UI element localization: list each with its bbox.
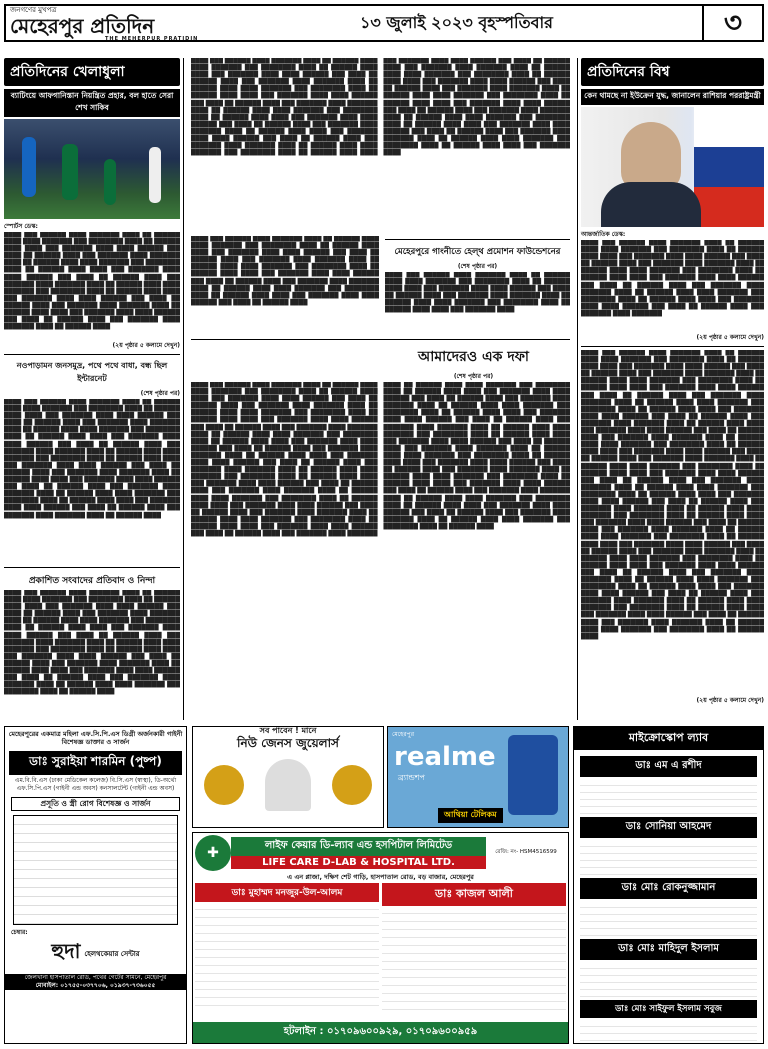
world-body-2: ████ ███ ██████ ████ ███████ ████ ██ ██████ ████ ████ ███████ ███ ████████ ████ ██ ██████ ████ ████ ███ ███████ ████ ████ ██████ ███ ████ ██ ██████ ████ ███ ███████ ████ ███████ ████ ██ ██████ ████ ████ ███████ ███ ████████ ████ ██ ██████ ████ ████ ███ ███████ ████ ████ ██████ ███ ████ ██ ██████ ████ ███ ███████ ████ ███████ ████ ██ ██████ ████ ████ ███████ ███ ████████ ████ ██ ██████ ████ ████ ███ ███████ ████ ████ ██████ ███ ████ ██ ██████ ████ ███ ███████ ████ ███████ ████ ██ ██████ ████ ████ ███ ███████ ████ ████ ██████ ███ ████ ██ ██████ ████ ███ ███████ ████ ███████ ████ ██ ██████ ████ ████ ███████ ███ ████████ ████ ██ ██████ ████ ████ ███ ███████ ████ ████ ██████ ███ ████ ██ ██████ ████ ███ ███████ ████ ███████ ████ ██ ██████ ████ ████ ███████ ███ ████████ ████ ██ ██████ ████ ████ ███ ███████ ████ ████ ██████ ███ ████ ██ ██████ ████ ███ ███████ ████ ███████ ████ ██ ██████ ████ ████ ███████ ███ ████████ ████ ██ ██████ ████ ████ ███ ███████ ████ ████ ██████ ███ ████ ██ ██████ ████ ███ ███████ ████ ███████ ████ ██ ██████ ████ ████ ███████ ███ ████████ ████ ██ ██████ ████ ████ ███ ███████ ████ ████ ██████ ███ ████ ██ ██████ ████ ███ ███████ ████ ███████ ████ ██ ██████ ████ ████ ███████ ███ ████████ ████ ██ ██████ ████ ████ ███ ███████ ████ ████ ██████ ███ ████ ██ ██████ ████ ███ ███████ ████ ███████ ████ ██ ██████ ████ ████ ███████ ███ ████████ ████ ██ ██████ ████ ████ ███ ███████ ████ ████ ██████ ███ ████ ██ ██████ ████ ███ ███████ ████ ███████ ████ ██ ██████ ████ ████ ███████ ███ ████████ ████ ██ ██████ ████ ████ ███ ███████ ████ ████ ██████ ███ ████ ██ ██████ ████ ███ ███████ ████ ███████ ████ ██ ██████ ████ ████ ███████ ███ ████████ ████ ██ ██████ ████ ████ ███ ███████ ████ ████ ██████ ███ ████ ██ ██████ ████ ███ ███████ ████ ███████ ████ ██ ██████ ████ ████ ███████ ███ ████████ ████ ██ ██████ ████ (581, 350, 764, 640)
lifecare-reg: রেজি: নং- HSM4516599 (495, 849, 557, 855)
one-point-headline: আমাদেরও এক দফা (418, 349, 529, 365)
ad-realme (387, 726, 569, 828)
diagnostic-doctors (574, 756, 763, 1044)
masthead-name: মেহেরপুর প্রতিদিন (10, 14, 155, 38)
ad-realme-city: মেহেরপুর (392, 731, 415, 738)
world-continue: (২য় পৃষ্ঠার ৫ কলামে দেখুন) (696, 334, 764, 341)
ad-dr-suraiya (4, 726, 187, 1044)
ad-suraiya-mobile: মোবাইল: ০১৭৫৫-০৩৭৭০৬, ০১৯৩৭-৭৩৬০৫৫ (5, 982, 186, 990)
ad-suraiya-name: ডাঃ সুরাইয়া শারমিন (পুষ্প) (9, 751, 182, 775)
lifecare-name-bn: লাইফ কেয়ার ডি-ল্যাব এন্ড হসপিটাল লিমিটেড (231, 837, 486, 856)
ad-suraiya-clinic-name: হুদা (51, 939, 81, 963)
ad-lifecare (192, 832, 569, 1044)
ad-suraiya-clinic (5, 937, 186, 970)
world-body: ████ ███ ██████ ████ ███████ ████ ██ ██████ ████ ████ ███████ ███ ████████ ████ ██ ██████ ████ ████ ███ ███████ ████ ████ ██████ ███ ████ ██ ██████ ████ ███ ███████ ████ ███████ ████ ██ ██████ ████ ████ ███████ ███ ████████ ████ ██ ██████ ████ ████ ███ ███████ ████ ████ ██████ ███ ████ ██ ██████ ████ ███ ███████ ████ ███████ ████ ██ ██████ ████ ████ ███████ ███ ████████ ████ ██ ██████ ████ ████ ███ ███████ ████ ████ ██████ ███ ████ ██ ██████ ████ ███ ███████ ████ ███████ (581, 240, 764, 317)
sports-body: ████ ███ ██████ ████ ███████ ████ ██ ██████ ████ ████ ███████ ███ ████████ ████ ██ ██████ ████ ████ ███ ███████ ████ ████ ██████ ███ ████ ██ ██████ ████ ███ ███████ ████ ███████ ████ ██ ██████ ████ ████ ███████ ███ ████████ ████ ██ ██████ ████ ████ ███ ███████ ████ ████ ██████ ███ ████ ██ ██████ ████ ███ ███████ ████ ███████ ████ ██ ██████ ████ ████ ███████ ███ ████████ ████ ██ ██████ ████ ████ ███ ███████ ████ ████ ██████ ███ ████ ██ ██████ ████ ███ ███████ ████ ███████ ████ ██ ██████ ████ ████ ███ ███████ ████ ████ ██████ ███ ████ ██ ██████ ████ ███ ███████ ████ ███████ ████ ██ ██████ ████ (4, 232, 180, 331)
middle-column (188, 58, 573, 720)
middle-body-left: ████ ███ ██████ ████ ███████ ████ ██ ██████ ████ ████ ███████ ███ ████████ ████ ██ ██████ ████ ████ ███ ███████ ████ ████ ██████ ███ ████ ██ ██████ ████ ███ ███████ ████ ███████ ████ ██ ██████ ████ ████ ███████ ███ ████████ ████ ██ ██████ ████ ████ ███ ███████ ████ ████ ██████ ███ ████ ██ ██████ ████ ███ ███████ ████ ███████ ████ ██ ██████ ████ ████ ███████ ███ ████████ ████ ██ ██████ ████ ████ ███ ███████ ████ ████ ██████ ███ ████ ██ ██████ ████ (191, 236, 379, 306)
ad-suraiya-services (13, 815, 178, 925)
ad-suraiya-fcps: এফ.সি.পি.এস (গাইনী এন্ড অবস) কনসালটেন্ট (গাইনী এন্ড অবস) (16, 785, 175, 792)
story2-body: ████ ███ ██████ ████ ███████ ████ ██ ██████ ████ ████ ███████ ███ ████████ ████ ██ ██████ ████ ████ ███ ███████ ████ ████ ██████ ███ ████ ██ ██████ ████ ███ ███████ ████ ███████ ████ ██ ██████ ████ ████ ███████ ███ ████████ ████ ██ ██████ ████ ████ ███ ███████ ████ ████ ██████ ███ ████ ██ ██████ ████ ███ ███████ ████ ███████ ████ ██ ██████ ████ ████ ███████ ███ ████████ ████ ██ ██████ ████ ████ ███ ███████ ████ ████ ██████ ███ ████ ██ ██████ ████ ███ ███████ ████ ███████ ████ ██ ██████ ████ ████ ███ ███████ ████ ████ ██████ ███ ████ ██ ██████ ████ ███ ███████ ████ ███████ ████ ██ ██████ ████ ████ ███████ ███ ████████ ████ ██ ██████ ████ ████ ███ ███████ ████ ████ ██████ ███ ████ ██ ██████ ████ ███ ███████ ████ ███████ ████ ██ ██████ ████ (4, 399, 180, 519)
health-promotion-headline: মেহেরপুরে গাংনীতে হেল্থ প্রমোশন ফাউন্ডেশনের (394, 247, 561, 257)
world-photo (581, 107, 764, 227)
diagnostic-name: মাইক্রোস্কোপ ল্যাব (574, 727, 763, 750)
sports-headline: ব্যাটিংয়ে আফগানিস্তান নিয়ন্ত্রিত প্রহার, বল হাতে সেরা শেখ সাকিব (4, 89, 180, 117)
ad-jewellers (192, 726, 384, 828)
section-title-world: প্রতিদিনের বিশ্ব (581, 58, 764, 86)
lifecare-doctor1: ডাঃ মুহাম্মদ মনজুর-উল-আলম (195, 883, 379, 902)
russia-flag (694, 107, 764, 227)
ad-suraiya-chamber: চেম্বার: (11, 929, 28, 936)
diagnostic-doctor-1: ডাঃ এম এ রশীদ (580, 756, 757, 777)
issue-date: ১৩ জুলাই ২০২৩ বৃহস্পতিবার (360, 12, 553, 32)
ad-suraiya-clinic-sub: হেলথকেয়ার সেন্টার (84, 949, 140, 958)
masthead-subname: THE MEHERPUR PRATIDIN (105, 36, 199, 42)
ad-diagnostic (573, 726, 764, 1044)
masthead-logo (6, 4, 211, 42)
diagnostic-doctor-5: ডাঃ মোঃ সাইফুল ইসলাম সবুজ (580, 1000, 757, 1018)
ad-realme-sub: ব্র্যান্ডশপ (398, 773, 425, 782)
ad-suraiya-specialty: প্রসূতি ও স্ত্রী রোগ বিশেষজ্ঞ ও সার্জন (11, 797, 180, 811)
diagnostic-doctor-3: ডাঃ মোঃ রোকনুজ্জামান (580, 878, 757, 899)
lifecare-hotline: হটলাইন : ০১৭০৯৬০০৯২৯, ০১৭০৯৬০০৯৫৯ (193, 1022, 568, 1043)
section-title-sports: প্রতিদিনের খেলাধুলা (4, 58, 180, 86)
story3-body: ████ ███ ██████ ████ ███████ ████ ██ ██████ ████ ████ ███████ ███ ████████ ████ ██ ██████ ████ ████ ███ ███████ ████ ████ ██████ ███ ████ ██ ██████ ████ ███ ███████ ████ ███████ ████ ██ ██████ ████ ████ ███████ ███ ████████ ████ ██ ██████ ████ ████ ███ ███████ ████ ████ ██████ ███ ████ ██ ██████ ████ ███ ███████ ████ ███████ ████ ██ ██████ ████ ████ ███████ ███ ████████ ████ ██ ██████ ████ ████ ███ ███████ ████ ████ ██████ ███ ████ ██ ██████ ████ ███ ███████ ████ ███████ ████ ██ ██████ ████ ████ ███ ███████ ████ ████ ██████ ███ ████ ██ ██████ ████ ███ ███████ ████ ███████ ████ ██ ██████ ████ ████ ███████ ███ ████████ ████ ██ ██████ ████ (4, 590, 180, 696)
world-headline: কেন থামছে না ইউক্রেন যুদ্ধ, জানালেন রাশিয়ার পররাষ্ট্রমন্ত্রী (581, 89, 764, 105)
middle-body-top: ████ ███ ██████ ████ ███████ ████ ██ ██████ ████ ████ ███████ ███ ████████ ████ ██ ██████ ████ ████ ███ ███████ ████ ████ ██████ ███ ████ ██ ██████ ████ ███ ███████ ████ ███████ ████ ██ ██████ ████ ████ ███████ ███ ████████ ████ ██ ██████ ████ ████ ███ ███████ ████ ████ ██████ ███ ████ ██ ██████ ████ ███ ███████ ████ ███████ ████ ██ ██████ ████ ████ ███████ ███ ████████ ████ ██ ██████ ████ ████ ███ ███████ ████ ████ ██████ ███ ████ ██ ██████ ████ ███ ███████ ████ ███████ ████ ██ ██████ ████ ████ ███ ███████ ████ ████ ██████ ███ ████ ██ ██████ ████ ███ ███████ ████ ███████ ████ ██ ██████ ████ ████ ███████ ███ ████████ ████ ██ ██████ ████ ████ ███ ███████ ████ ████ ██████ ███ ████ ██ ██████ ████ ███ ███████ ████ ███████ ████ ██ ██████ ████ ████ ███████ ███ ████████ ████ ██ ██████ ████ ████ ███ ███████ ████ ████ ██████ ███ ████ ██ ██████ ████ ███ ███████ ████ ███████ ████ ██ ██████ ████ ████ ███████ ███ ████████ ████ ██ ██████ ████ ████ ███ ███████ ████ ████ ██████ ███ ████ ██ ██████ ████ ███ ███████ ████ ███████ ████ ██ ██████ ████ ████ ███████ ███ ████████ ████ ██ ██████ ████ ████ ███ ███████ ████ ████ ██████ ███ ████ ██ ██████ ████ ███ ███████ ████ ███████ ████ ██ ██████ ████ ████ ███████ ███ ████████ ████ ██ ██████ ████ ████ ███ ███████ ████ (191, 58, 570, 157)
lifecare-address: এ এন প্লাজা, দক্ষিণ শেট গাড়ি, হাসপাতাল রোড, বড় বাজার, মেহেরপুর (287, 873, 474, 881)
ad-suraiya-degrees: এম.বি.বি.এস (ঢাকা মেডিকেল কলেজ) বি.সি.এস (স্বাস্থ্য), ডি-অর্থো (14, 777, 177, 784)
story2-byline: (শেষ পৃষ্ঠার পর) (140, 390, 180, 397)
page-number: ৩ (702, 6, 762, 40)
sports-continue: (২য় পৃষ্ঠার ৫ কলামে দেখুন) (112, 342, 180, 349)
sports-byline: স্পোর্টস ডেস্ক: (4, 223, 38, 230)
right-column (577, 58, 764, 720)
middle-body-bottom: ████ ███ ██████ ████ ███████ ████ ██ ██████ ████ ████ ███████ ███ ████████ ████ ██ ██████ ████ ████ ███ ███████ ████ ████ ██████ ███ ████ ██ ██████ ████ ███ ███████ ████ ███████ ████ ██ ██████ ████ ████ ███████ ███ ████████ ████ ██ ██████ ████ ████ ███ ███████ ████ ████ ██████ ███ ████ ██ ██████ ████ ███ ███████ ████ ███████ ████ ██ ██████ ████ ████ ███████ ███ ████████ ████ ██ ██████ ████ ████ ███ ███████ ████ ████ ██████ ███ ████ ██ ██████ ████ ███ ███████ ████ ███████ ████ ██ ██████ ████ ████ ███ ███████ ████ ████ ██████ ███ ████ ██ ██████ ████ ███ ███████ ████ ███████ ████ ██ ██████ ████ ████ ███████ ███ ████████ ████ ██ ██████ ████ ████ ███ ███████ ████ ████ ██████ ███ ████ ██ ██████ ████ ███ ███████ ████ ███████ ████ ██ ██████ ████ ████ ███████ ███ ████████ ████ ██ ██████ ████ ████ ███ ███████ ████ ████ ██████ ███ ████ ██ ██████ ████ ███ ███████ ████ ███████ ████ ██ ██████ ████ ████ ███████ ███ ████████ ████ ██ ██████ ████ ████ ███ ███████ ████ ████ ██████ ███ ████ ██ ██████ ████ ███ ███████ ████ ███████ ████ ██ ██████ ████ ████ ███████ ███ ████████ ████ ██ ██████ ████ ████ ███ ███████ ████ ████ ██████ ███ ████ ██ ██████ ████ ███ ███████ ████ ███████ ████ ██ ██████ ████ ████ ███████ ███ ████████ ████ ██ ██████ ████ ████ ███ ███████ ████ ████ ██████ ███ ████ ██ ██████ ████ ███ ███████ ████ ███████ ████ ██ ██████ ████ ████ ███████ ███ ████████ ████ ██ ██████ ████ ████ ███ ███████ ████ ████ ██████ ███ ████ ██ ██████ ████ ███ ███████ ████ ███████ ████ ██ ██████ ████ ████ ███████ ███ ████████ ████ ██ ██████ ████ ████ ███ ███████ ████ ████ ██████ ███ ████ ██ ██████ ████ ███ ███████ ████ ███████ ████ ██ ██████ ████ ████ ███████ ███ ████████ ████ ██ ██████ ████ ████ ███ ███████ ████ ████ ██████ ███ ████ ██ ██████ ████ ███ ███████ ████ ███████ ████ ██ ██████ ████ ████ ███████ ███ ████████ ████ ██ ██████ ████ ████ ███ ███████ ████ ████ ██████ ███ ████ ██ ██████ ████ ███ ███████ ████ ███████ ████ ██ ██████ ████ ████ ███████ ███ ████████ ████ ██ ██████ ████ (191, 382, 570, 537)
lifecare-name-en: LIFE CARE D-LAB & HOSPITAL LTD. (231, 856, 486, 869)
ad-suraiya-top: মেহেরপুরের একমাত্র মহিলা এফ.সি.পি.এস ডিগ্রী অর্জনকারী গাইনী বিশেষজ্ঞ ডাক্তার ও সার্জন (8, 730, 183, 746)
lifecare-logo-icon: ✚ (195, 835, 231, 871)
ad-realme-brand: realme (394, 742, 496, 772)
masthead (4, 4, 764, 42)
masthead-tagline: জনগণের মুখপত্র (10, 6, 57, 14)
story2-headline: নওপাড়ামন জনসমুদ্র, পথে পথে বাধা, বন্ধ ছিল ইন্টারনেট (16, 361, 168, 383)
story3-headline: প্রকাশিত সংবাদের প্রতিবাদ ও নিন্দা (28, 576, 156, 586)
one-point-byline: (শেষ পৃষ্ঠার পর) (453, 373, 494, 380)
lifecare-doctor2: ডাঃ কাজল আলী (382, 883, 566, 906)
phone-icon (508, 735, 558, 815)
ad-jewellers-name: নিউ জেনস জুয়েলার্স (237, 736, 339, 750)
health-promotion-byline: (শেষ পৃষ্ঠার পর) (457, 263, 498, 270)
diagnostic-doctor-2: ডাঃ সোনিয়া আহমেদ (580, 817, 757, 838)
ad-jewellers-images (193, 755, 383, 815)
ad-jewellers-top: সব পাবেন ! মানে (259, 726, 317, 735)
left-column (4, 58, 184, 720)
sports-photo (4, 119, 180, 219)
health-promotion-body: ████ ███ ██████ ████ ███████ ████ ██ ██████ ████ ████ ███████ ███ ████████ ████ ██ ██████ ████ ████ ███ ███████ ████ ████ ██████ ███ ████ ██ ██████ ████ ███ ███████ ████ ███████ ████ ██ ██████ ████ ████ ███████ ███ ████████ ████ ██ ██████ ████ ████ ███ ███████ ████ (385, 272, 570, 314)
ad-suraiya-address: জেলখানা হাসপাতাল রোড, পথের গেটের সামনে, মেহেরপুর (5, 974, 186, 982)
ad-realme-shop: আথিয়া টেলিকম (438, 808, 503, 823)
diagnostic-doctor-4: ডাঃ মোঃ মাহিদুল ইসলাম (580, 939, 757, 960)
middle-continue: (২য় পৃষ্ঠার ৫ কলামে দেখুন) (696, 697, 764, 704)
world-byline: আন্তর্জাতিক ডেস্ক: (581, 231, 626, 238)
